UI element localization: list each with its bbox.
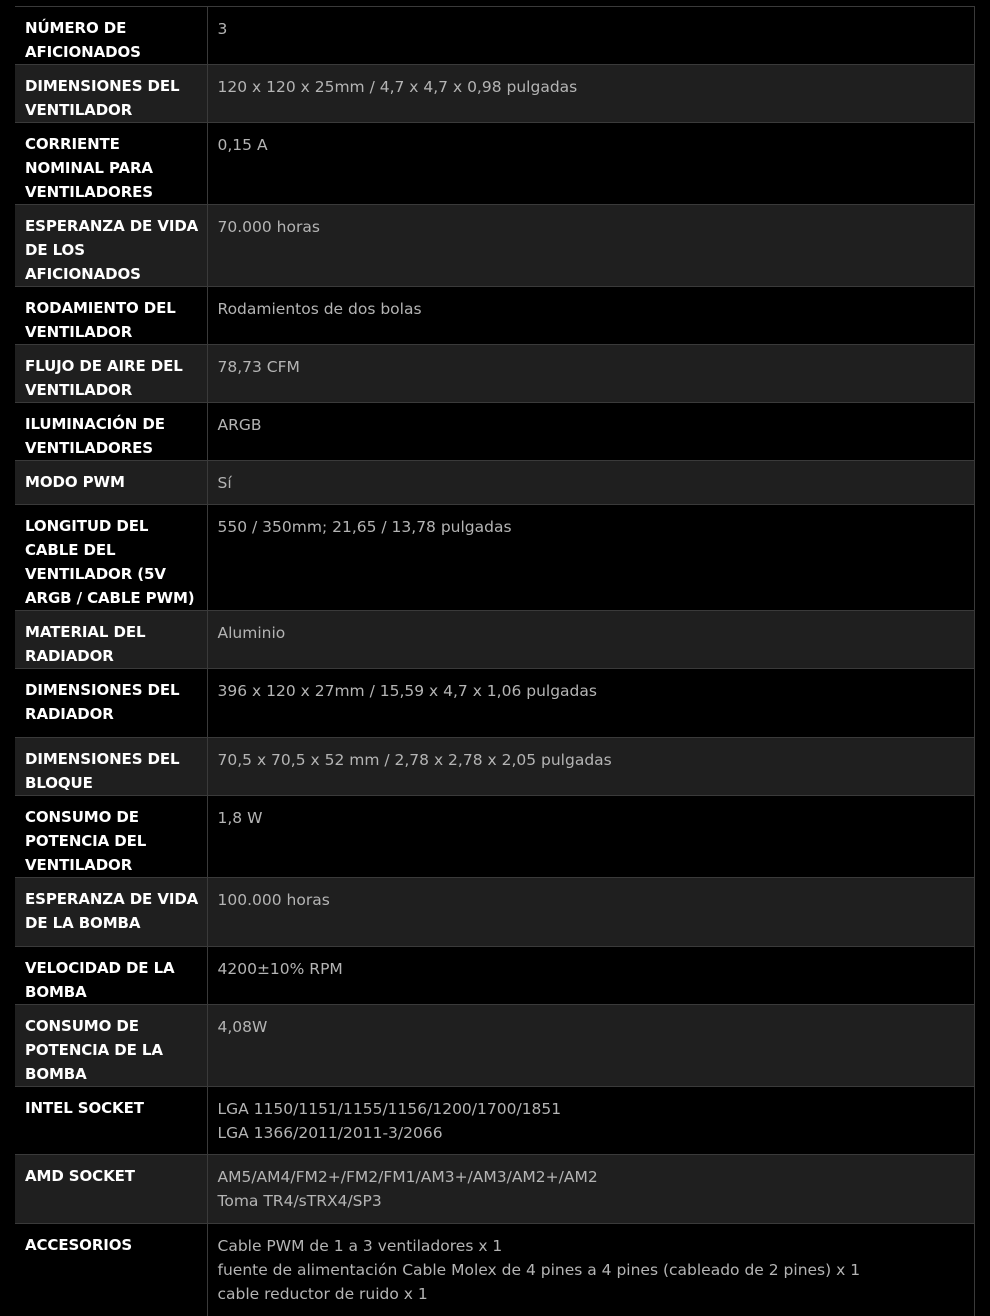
spec-label-cell bbox=[15, 796, 207, 878]
spec-value-line: 4,08W bbox=[218, 1015, 964, 1039]
spec-label-cell bbox=[15, 878, 207, 947]
spec-value-cell bbox=[207, 65, 974, 123]
spec-row bbox=[15, 123, 974, 205]
spec-label: LONGITUD DEL CABLE DEL VENTILADOR (5V ARGB / CABLE PWM) bbox=[15, 505, 207, 610]
spec-value bbox=[208, 947, 974, 981]
spec-label: VELOCIDAD DE LA BOMBA bbox=[15, 947, 207, 1004]
spec-row bbox=[15, 461, 974, 505]
spec-value-line: 78,73 CFM bbox=[218, 355, 964, 379]
spec-value-line: 4200±10% RPM bbox=[218, 957, 964, 981]
spec-row bbox=[15, 1087, 974, 1155]
spec-row bbox=[15, 345, 974, 403]
spec-value-line: 120 x 120 x 25mm / 4,7 x 4,7 x 0,98 pulgadas bbox=[218, 75, 964, 99]
spec-value-cell bbox=[207, 505, 974, 611]
spec-value-line: 0,15 A bbox=[218, 133, 964, 157]
spec-label: ACCESORIOS bbox=[15, 1224, 207, 1257]
spec-value-cell bbox=[207, 1005, 974, 1087]
spec-label: RODAMIENTO DEL VENTILADOR bbox=[15, 287, 207, 344]
spec-row bbox=[15, 287, 974, 345]
spec-value-line: AM5/AM4/FM2+/FM2/FM1/AM3+/AM3/AM2+/AM2 bbox=[218, 1165, 964, 1189]
spec-row bbox=[15, 878, 974, 947]
spec-label: CONSUMO DE POTENCIA DE LA BOMBA bbox=[15, 1005, 207, 1086]
spec-value-cell bbox=[207, 738, 974, 796]
spec-label-cell bbox=[15, 1087, 207, 1155]
spec-label-cell bbox=[15, 1005, 207, 1087]
spec-label: ESPERANZA DE VIDA DE LOS AFICIONADOS bbox=[15, 205, 207, 286]
spec-value-cell bbox=[207, 1087, 974, 1155]
spec-row bbox=[15, 505, 974, 611]
spec-value bbox=[208, 345, 974, 379]
spec-value bbox=[208, 461, 974, 495]
spec-label-cell bbox=[15, 947, 207, 1005]
spec-value-cell bbox=[207, 205, 974, 287]
spec-label-cell bbox=[15, 403, 207, 461]
spec-row bbox=[15, 7, 974, 65]
spec-label: MATERIAL DEL RADIADOR bbox=[15, 611, 207, 668]
spec-label-cell bbox=[15, 205, 207, 287]
spec-value-line: ARGB bbox=[218, 413, 964, 437]
spec-value bbox=[208, 123, 974, 157]
spec-value-line: LGA 1366/2011/2011-3/2066 bbox=[218, 1121, 964, 1145]
spec-label: DIMENSIONES DEL RADIADOR bbox=[15, 669, 207, 726]
spec-row bbox=[15, 1005, 974, 1087]
spec-label-cell bbox=[15, 669, 207, 738]
spec-label: ILUMINACIÓN DE VENTILADORES bbox=[15, 403, 207, 460]
spec-row bbox=[15, 403, 974, 461]
spec-label: DIMENSIONES DEL VENTILADOR bbox=[15, 65, 207, 122]
spec-row bbox=[15, 738, 974, 796]
spec-value-line: 100.000 horas bbox=[218, 888, 964, 912]
spec-row bbox=[15, 669, 974, 738]
spec-value-cell bbox=[207, 287, 974, 345]
spec-label: CONSUMO DE POTENCIA DEL VENTILADOR bbox=[15, 796, 207, 877]
spec-label: NÚMERO DE AFICIONADOS bbox=[15, 7, 207, 64]
specifications-table bbox=[15, 6, 975, 1316]
specifications-body bbox=[15, 7, 974, 1316]
spec-value-line: Rodamientos de dos bolas bbox=[218, 297, 964, 321]
spec-value-cell bbox=[207, 796, 974, 878]
spec-label-cell bbox=[15, 611, 207, 669]
spec-value-cell bbox=[207, 878, 974, 947]
spec-label-cell bbox=[15, 345, 207, 403]
spec-row bbox=[15, 65, 974, 123]
spec-label-cell bbox=[15, 738, 207, 796]
spec-value bbox=[208, 65, 974, 99]
spec-row bbox=[15, 611, 974, 669]
spec-label-cell bbox=[15, 287, 207, 345]
spec-value-cell bbox=[207, 1155, 974, 1224]
spec-value-cell bbox=[207, 1224, 974, 1316]
spec-value bbox=[208, 7, 974, 41]
spec-label: ESPERANZA DE VIDA DE LA BOMBA bbox=[15, 878, 207, 935]
spec-value-cell bbox=[207, 403, 974, 461]
spec-value bbox=[208, 1087, 974, 1145]
spec-value-line: 1,8 W bbox=[218, 806, 964, 830]
spec-value-cell bbox=[207, 345, 974, 403]
spec-value-line: 396 x 120 x 27mm / 15,59 x 4,7 x 1,06 pulgadas bbox=[218, 679, 964, 703]
spec-label-cell bbox=[15, 65, 207, 123]
spec-value bbox=[208, 669, 974, 703]
spec-value bbox=[208, 205, 974, 239]
spec-label-cell bbox=[15, 461, 207, 505]
spec-label: CORRIENTE NOMINAL PARA VENTILADORES bbox=[15, 123, 207, 204]
spec-value-cell bbox=[207, 7, 974, 65]
spec-value bbox=[208, 738, 974, 772]
spec-value bbox=[208, 1224, 974, 1306]
spec-row bbox=[15, 1155, 974, 1224]
spec-value-cell bbox=[207, 611, 974, 669]
spec-value-line: 70,5 x 70,5 x 52 mm / 2,78 x 2,78 x 2,05 pulgadas bbox=[218, 748, 964, 772]
spec-row bbox=[15, 947, 974, 1005]
spec-value-line: fuente de alimentación Cable Molex de 4 pines a 4 pines (cableado de 2 pines) x 1 bbox=[218, 1258, 964, 1282]
spec-value-line: cable reductor de ruido x 1 bbox=[218, 1282, 964, 1306]
spec-value bbox=[208, 403, 974, 437]
spec-label-cell bbox=[15, 505, 207, 611]
spec-label-cell bbox=[15, 1224, 207, 1316]
spec-row bbox=[15, 205, 974, 287]
spec-value-line: LGA 1150/1151/1155/1156/1200/1700/1851 bbox=[218, 1097, 964, 1121]
spec-row bbox=[15, 1224, 974, 1316]
spec-label: FLUJO DE AIRE DEL VENTILADOR bbox=[15, 345, 207, 402]
spec-value-line: 70.000 horas bbox=[218, 215, 964, 239]
spec-value-cell bbox=[207, 669, 974, 738]
spec-value-line: Cable PWM de 1 a 3 ventiladores x 1 bbox=[218, 1234, 964, 1258]
spec-value bbox=[208, 878, 974, 912]
spec-label-cell bbox=[15, 7, 207, 65]
spec-value-cell bbox=[207, 123, 974, 205]
spec-value-cell bbox=[207, 461, 974, 505]
spec-value bbox=[208, 287, 974, 321]
spec-label: AMD SOCKET bbox=[15, 1155, 207, 1188]
spec-label: INTEL SOCKET bbox=[15, 1087, 207, 1120]
spec-value bbox=[208, 505, 974, 539]
spec-value-line: Sí bbox=[218, 471, 964, 495]
spec-value-cell bbox=[207, 947, 974, 1005]
spec-value-line: Toma TR4/sTRX4/SP3 bbox=[218, 1189, 964, 1213]
spec-value-line: 3 bbox=[218, 17, 964, 41]
spec-row bbox=[15, 796, 974, 878]
spec-label-cell bbox=[15, 1155, 207, 1224]
spec-value bbox=[208, 1005, 974, 1039]
spec-value bbox=[208, 611, 974, 645]
spec-label: DIMENSIONES DEL BLOQUE bbox=[15, 738, 207, 795]
spec-label-cell bbox=[15, 123, 207, 205]
spec-value bbox=[208, 796, 974, 830]
spec-value bbox=[208, 1155, 974, 1213]
spec-value-line: Aluminio bbox=[218, 621, 964, 645]
spec-value-line: 550 / 350mm; 21,65 / 13,78 pulgadas bbox=[218, 515, 964, 539]
spec-label: MODO PWM bbox=[15, 461, 207, 494]
